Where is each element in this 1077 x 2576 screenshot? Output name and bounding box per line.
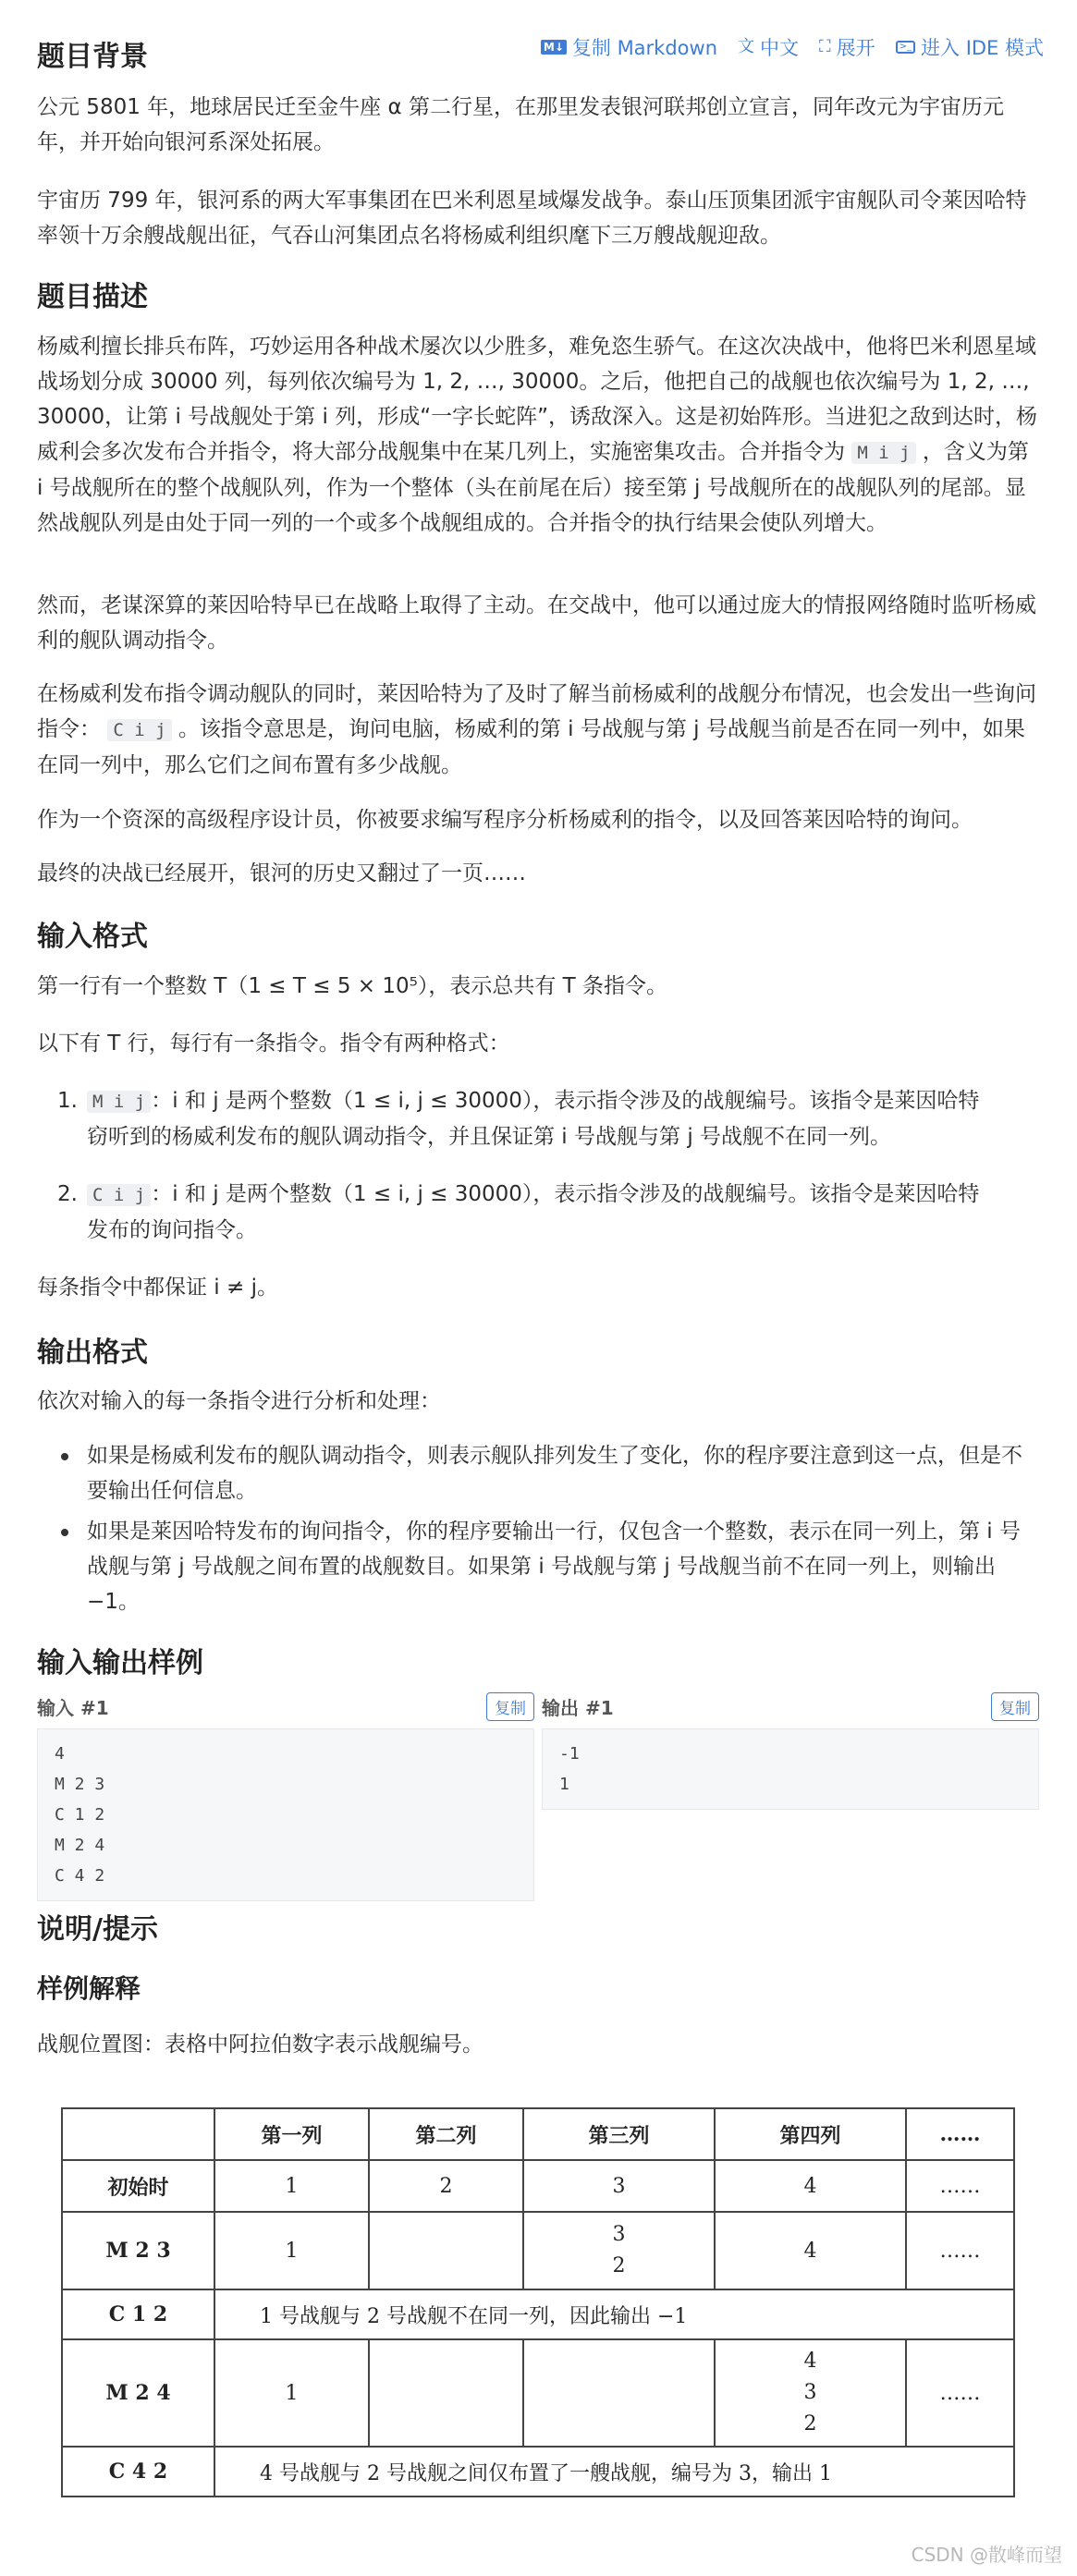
- table-row: M 2 4 1 4 3 2 ……: [62, 2339, 1014, 2447]
- ide-mode-label: 进入 IDE 模式: [921, 37, 1044, 59]
- row-label: M 2 3: [62, 2212, 214, 2289]
- list-item: 1. M i j ：i 和 j 是两个整数（1 ≤ i, j ≤ 30000），表示指令涉及的战舰编号。该指令是莱因哈特 窃听到的杨威利发布的舰队调动指令，并且保证第 i 号战舰与第 j 号战舰不在同一列。: [57, 1089, 980, 1149]
- ide-mode-button[interactable]: [896, 33, 1044, 61]
- input-format-paragraph-3: 每条指令中都保证 i ≠ j。: [37, 1276, 278, 1300]
- query-format-code: C i j: [87, 1184, 151, 1206]
- background-paragraph-1: 公元 5801 年，地球居民迁至金牛座 α 第二行星，在那里发表银河联邦创立宣言，同年改元为宇宙历元年，并开始向银河系深处拓展。: [37, 95, 1004, 154]
- table-row: 初始时 1 2 3 4 ……: [62, 2160, 1014, 2212]
- table-header-cell: [62, 2108, 214, 2160]
- copy-markdown-label: 复制 Markdown: [571, 37, 718, 59]
- bullet-icon: [61, 1529, 68, 1536]
- table-header-cell: 第一列: [214, 2108, 369, 2160]
- fleet-position-table: [61, 2107, 1015, 2497]
- markdown-icon: M↓: [541, 40, 567, 55]
- output-format-paragraph-1: 依次对输入的每一条指令进行分析和处理：: [37, 1389, 441, 1413]
- description-text-a: 杨威利擅长排兵布阵，巧妙运用各种战术屡次以少胜多，难免恣生骄气。在这次决战中，他将巴米利恩星域战场划分成 30000 列，每列依次编号为 1, 2, …, 30000。之后，他把自己的战舰也依次编号为 1, 2, …, 30000，让第 i 号战舰处于第 i 列，形成“一字长蛇阵”，诱敌深入。这是初始阵形。当进犯之敌到达时，杨威利会多次发布合并指令，将大部分战舰集中在某几列上，实施密集攻击。合并指令为: [37, 335, 1038, 464]
- table-row: [62, 2289, 1014, 2339]
- row-label: M 2 4: [62, 2339, 214, 2447]
- translate-icon: 文: [738, 37, 755, 56]
- description-text-c: 在杨威利发布指令调动舰队的同时，莱因哈特为了及时了解当前杨威利的战舰分布情况，也会发出一些询问指令：: [37, 682, 1036, 741]
- list-item: 如果是杨威利发布的舰队调动指令，则表示舰队排列发生了变化，你的程序要注意到这一点，但是不要输出任何信息。: [37, 1438, 1040, 1508]
- background-heading: 题目背景: [37, 41, 148, 73]
- input-format-heading: 输入格式: [37, 921, 148, 953]
- toolbar: [541, 33, 1044, 61]
- table-caption: 战舰位置图：表格中阿拉伯数字表示战舰编号。: [37, 2033, 483, 2057]
- description-paragraph-4: 作为一个资深的高级程序设计员，你被要求编写程序分析杨威利的指令，以及回答莱因哈特的询问。: [37, 808, 973, 832]
- table-header-cell: 第三列: [523, 2108, 715, 2160]
- output-format-list: [37, 1438, 1040, 1619]
- row-label: C 4 2: [62, 2447, 214, 2497]
- output-format-heading: 输出格式: [37, 1337, 148, 1369]
- table-row: M 2 3 1 3 2 4 ……: [62, 2212, 1014, 2289]
- expand-button[interactable]: [819, 33, 875, 61]
- copy-output-button[interactable]: 复制: [991, 1692, 1039, 1721]
- row-note: 4 号战舰与 2 号战舰之间仅布置了一艘战舰，编号为 3，输出 1: [214, 2447, 1014, 2497]
- sample-output-box: [542, 1691, 1039, 1810]
- watermark: CSDN @散峰而望: [911, 2544, 1062, 2566]
- query-command-code: C i j: [107, 719, 171, 741]
- sample-input-text[interactable]: 4 M 2 3 C 1 2 M 2 4 C 4 2: [37, 1728, 534, 1901]
- table-header-cell: 第二列: [369, 2108, 523, 2160]
- input-format-paragraph-1: 第一行有一个整数 T（1 ≤ T ≤ 5 × 10⁵），表示总共有 T 条指令。: [37, 974, 668, 998]
- description-paragraph-5: 最终的决战已经展开，银河的历史又翻过了一页……: [37, 861, 526, 885]
- merge-format-code: M i j: [87, 1091, 151, 1113]
- language-button[interactable]: [738, 33, 799, 61]
- description-paragraph-1: [37, 329, 1040, 541]
- hint-heading: 说明/提示: [37, 1913, 158, 1946]
- bullet-icon: [61, 1453, 68, 1460]
- description-text-b: ，含义为第 i 号战舰所在的整个战舰队列，作为一个整体（头在前尾在后）接至第 j 号战舰所在的战舰队列的尾部。显然战舰队列是由处于同一列的一个或多个战舰组成的。合并指令的执行结果会使队列增大。: [37, 440, 1029, 535]
- language-label: 中文: [760, 37, 800, 59]
- sample-explanation-heading: 样例解释: [37, 1973, 141, 2004]
- description-paragraph-3: [37, 677, 1040, 783]
- expand-label: 展开: [836, 37, 875, 59]
- sample-input-label: 输入 #1: [37, 1696, 109, 1719]
- copy-markdown-button[interactable]: [541, 33, 717, 61]
- table-header-row: [62, 2108, 1014, 2160]
- samples-heading: 输入输出样例: [37, 1647, 203, 1679]
- table-header-cell: ……: [906, 2108, 1014, 2160]
- sample-output-text[interactable]: -1 1: [542, 1728, 1039, 1810]
- description-text-d: 。该指令意思是，询问电脑，杨威利的第 i 号战舰与第 j 号战舰当前是否在同一列中，如果在同一列中，那么它们之间布置有多少战舰。: [37, 717, 1025, 777]
- row-label: 初始时: [62, 2160, 214, 2212]
- list-item: 2. C i j ：i 和 j 是两个整数（1 ≤ i, j ≤ 30000），表示指令涉及的战舰编号。该指令是莱因哈特 发布的询问指令。: [57, 1182, 980, 1242]
- description-paragraph-2: 然而，老谋深算的莱因哈特早已在战略上取得了主动。在交战中，他可以通过庞大的情报网络随时监听杨威利的舰队调动指令。: [37, 593, 1036, 653]
- terminal-icon: >_: [896, 41, 915, 54]
- expand-icon: ⛶: [819, 37, 831, 56]
- table-header-cell: 第四列: [715, 2108, 906, 2160]
- row-label: C 1 2: [62, 2289, 214, 2339]
- input-format-list: [37, 1083, 1040, 1248]
- row-note: 1 号战舰与 2 号战舰不在同一列，因此输出 −1: [214, 2289, 1014, 2339]
- copy-input-button[interactable]: 复制: [486, 1692, 534, 1721]
- list-item: 如果是莱因哈特发布的询问指令，你的程序要输出一行，仅包含一个整数，表示在同一列上，第 i 号战舰与第 j 号战舰之间布置的战舰数目。如果第 i 号战舰与第 j 号战舰当前不在同一列上，则输出 −1。: [37, 1514, 1040, 1619]
- table-row: [62, 2447, 1014, 2497]
- input-format-paragraph-2: 以下有 T 行，每行有一条指令。指令有两种格式：: [37, 1032, 510, 1056]
- description-heading: 题目描述: [37, 281, 148, 313]
- sample-input-box: [37, 1691, 534, 1901]
- sample-output-label: 输出 #1: [542, 1696, 614, 1719]
- merge-command-code: M i j: [851, 442, 915, 464]
- background-paragraph-2: 宇宙历 799 年，银河系的两大军事集团在巴米利恩星域爆发战争。泰山压顶集团派宇宙舰队司令莱因哈特率领十万余艘战舰出征，气吞山河集团点名将杨威利组织麾下三万艘战舰迎敌。: [37, 189, 1027, 248]
